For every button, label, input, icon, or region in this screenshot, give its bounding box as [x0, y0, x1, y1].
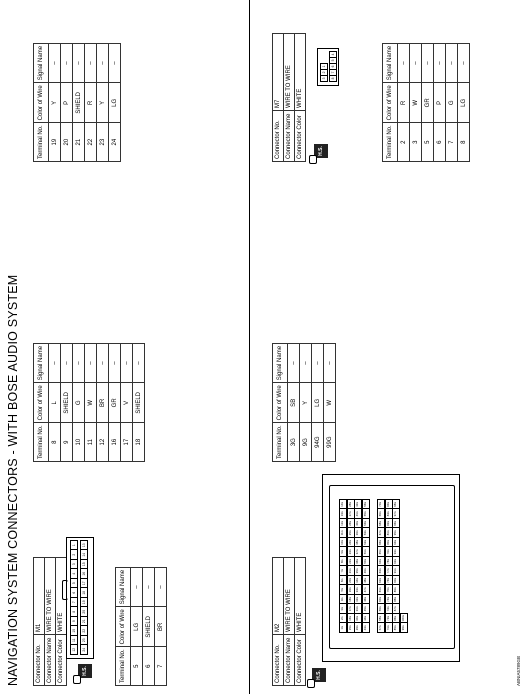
- pin-label: 20: [80, 607, 88, 618]
- label: Connector No.: [273, 111, 284, 162]
- header-signal: Signal Name: [34, 343, 49, 382]
- cell: –: [109, 343, 121, 382]
- header-wire: Color of Wire: [116, 607, 131, 647]
- pin-label: 25G: [347, 528, 355, 539]
- cell: SHIELD: [73, 83, 85, 123]
- cell: 16: [109, 423, 121, 462]
- pin-label: 8: [329, 75, 337, 82]
- cell: 2: [398, 123, 410, 162]
- pin-label: 13: [80, 540, 88, 551]
- label: Connector No.: [34, 635, 45, 686]
- pin-label: 76G: [385, 575, 393, 586]
- cell: –: [398, 43, 410, 82]
- cell: –: [49, 43, 61, 82]
- pin-label: 14G: [339, 499, 347, 510]
- cell: –: [434, 43, 446, 82]
- label: Connector Color: [56, 635, 67, 686]
- cell: –: [73, 343, 85, 382]
- m1-info-table: [33, 557, 67, 686]
- header-terminal: Terminal No.: [34, 423, 49, 462]
- cell: GR: [109, 383, 121, 423]
- cell: 3: [410, 123, 422, 162]
- cell: –: [121, 343, 133, 382]
- pin-label: 1: [320, 63, 328, 70]
- cell: –: [155, 567, 167, 606]
- cell: –: [422, 43, 434, 82]
- pin-label: 36G: [354, 556, 362, 567]
- cell: W: [410, 83, 422, 123]
- pin-label: 53G: [362, 528, 370, 539]
- pin-label: 30G: [354, 613, 362, 624]
- m1-connector-diagram: [66, 537, 94, 659]
- pin-label: 39G: [354, 528, 362, 539]
- cell: 94G: [312, 423, 324, 462]
- header-wire: Color of Wire: [273, 383, 288, 423]
- cell: Y: [49, 83, 61, 123]
- pin-label: 9G: [339, 547, 347, 558]
- cell: LG: [109, 83, 121, 123]
- pin-label: 7G: [339, 566, 347, 577]
- m1-terminal-table-c: [33, 43, 121, 162]
- pin-label: 2G: [339, 613, 347, 624]
- pin-label: 67G: [377, 528, 385, 539]
- pin-label: 2: [70, 550, 78, 561]
- header-signal: Signal Name: [116, 567, 131, 606]
- pin-label: 23: [80, 635, 88, 646]
- pin-label: 65G: [377, 547, 385, 558]
- cell: 7: [446, 123, 458, 162]
- cell: 9G: [300, 423, 312, 462]
- pin-label: 34G: [354, 575, 362, 586]
- header-terminal: Terminal No.: [273, 423, 288, 462]
- pin-label: 13G: [339, 509, 347, 520]
- value: WHITE: [56, 558, 67, 635]
- pin-label: 59G: [377, 604, 385, 615]
- pin-label: 1G: [339, 623, 347, 634]
- pin-label: 81G: [385, 528, 393, 539]
- pin-label: 12: [70, 645, 78, 656]
- cell: SHIELD: [143, 607, 155, 647]
- m2-terminal-table: [272, 343, 336, 462]
- cell: G: [446, 83, 458, 123]
- cell: –: [61, 43, 73, 82]
- cell: 21: [73, 123, 85, 162]
- cell: –: [97, 43, 109, 82]
- cell: 99G: [324, 423, 336, 462]
- cell: R: [398, 83, 410, 123]
- pin-label: 11: [70, 635, 78, 646]
- pin-label: 57G: [377, 623, 385, 634]
- cell: 22: [85, 123, 97, 162]
- cell: –: [133, 343, 145, 382]
- header-signal: Signal Name: [34, 43, 49, 82]
- pin-label: 5G: [339, 585, 347, 596]
- cell: –: [288, 343, 300, 382]
- section-divider: [249, 0, 250, 694]
- pin-label: 4G: [339, 594, 347, 605]
- pin-label: 66G: [377, 537, 385, 548]
- pin-label: 60G: [377, 594, 385, 605]
- page-title: NAVIGATION SYSTEM CONNECTORS - WITH BOSE AUDIO SYSTEM: [6, 274, 20, 686]
- pin-label: 33G: [354, 585, 362, 596]
- cell: LG: [312, 383, 324, 423]
- label: Connector Name: [284, 635, 295, 686]
- cell: G: [73, 383, 85, 423]
- value: WIRE TO WIRE: [45, 558, 56, 635]
- cell: 8: [49, 423, 61, 462]
- pin-label: 35G: [354, 566, 362, 577]
- pin-label: 79G: [385, 547, 393, 558]
- header-signal: Signal Name: [273, 343, 288, 382]
- cell: 23: [97, 123, 109, 162]
- pin-label: 46G: [362, 594, 370, 605]
- cell: W: [85, 383, 97, 423]
- pin-label: 64G: [377, 556, 385, 567]
- pin-label: 6: [329, 63, 337, 70]
- harness-side-icon: H.S.: [312, 668, 326, 682]
- pin-label: 63G: [377, 566, 385, 577]
- pin-label: 43G: [362, 623, 370, 634]
- pin-label: 10G: [339, 537, 347, 548]
- pin-label: 1: [70, 540, 78, 551]
- pin-label: 97G: [392, 509, 400, 520]
- header-terminal: Terminal No.: [116, 647, 131, 686]
- pin-label: 20G: [347, 575, 355, 586]
- cell: –: [73, 43, 85, 82]
- pin-label: 72G: [385, 613, 393, 624]
- pin-label: 17: [80, 578, 88, 589]
- header-terminal: Terminal No.: [34, 123, 49, 162]
- pin-label: 93G: [392, 547, 400, 558]
- cell: 17: [121, 423, 133, 462]
- m7-connector-diagram: [317, 48, 339, 86]
- pin-label: 91G: [392, 566, 400, 577]
- pin-label: 70G: [377, 499, 385, 510]
- pin-label: 94G: [392, 537, 400, 548]
- pin-label: 38G: [354, 537, 362, 548]
- cell: –: [85, 43, 97, 82]
- pin-label: 8G: [339, 556, 347, 567]
- cell: Y: [300, 383, 312, 423]
- label: Connector Name: [284, 111, 295, 162]
- pin-label: 16: [80, 569, 88, 580]
- pin-label: 15: [80, 559, 88, 570]
- cell: –: [410, 43, 422, 82]
- pin-label: 5: [329, 57, 337, 64]
- pin-label: 68G: [377, 518, 385, 529]
- cell: –: [300, 343, 312, 382]
- pin-label: 27G: [347, 509, 355, 520]
- pin-label: 92G: [392, 556, 400, 567]
- value: M7: [273, 34, 284, 111]
- value: WIRE TO WIRE: [284, 558, 295, 635]
- cell: W: [324, 383, 336, 423]
- pin-label: 84G: [385, 499, 393, 510]
- pin-label: 83G: [385, 509, 393, 520]
- pin-label: 85G: [392, 623, 400, 634]
- header-terminal: Terminal No.: [383, 123, 398, 162]
- pin-label: 62G: [377, 575, 385, 586]
- header-wire: Color of Wire: [34, 83, 49, 123]
- label: Connector Color: [295, 111, 306, 162]
- pin-label: 18G: [347, 594, 355, 605]
- pin-label: 99G: [400, 623, 408, 634]
- pin-label: 86G: [392, 613, 400, 624]
- cell: BR: [155, 607, 167, 647]
- pin-label: 28G: [347, 499, 355, 510]
- cell: –: [446, 43, 458, 82]
- cell: –: [109, 43, 121, 82]
- pin-label: 16G: [347, 613, 355, 624]
- connector-latch: [62, 580, 68, 600]
- cell: BR: [97, 383, 109, 423]
- pin-label: 44G: [362, 613, 370, 624]
- cell: GR: [422, 83, 434, 123]
- pin-label: 6: [70, 588, 78, 599]
- cell: 6: [143, 647, 155, 686]
- pin-label: 10: [70, 626, 78, 637]
- pin-label: 17G: [347, 604, 355, 615]
- pin-label: 42G: [354, 499, 362, 510]
- pin-label: 41G: [354, 509, 362, 520]
- pin-label: 95G: [392, 528, 400, 539]
- pin-label: 40G: [354, 518, 362, 529]
- pin-label: 82G: [385, 518, 393, 529]
- pin-label: 11G: [339, 528, 347, 539]
- pin-label: 71G: [385, 623, 393, 634]
- label: Connector Color: [295, 635, 306, 686]
- pin-label: 7: [70, 597, 78, 608]
- header-wire: Color of Wire: [383, 83, 398, 123]
- cell: R: [85, 83, 97, 123]
- m2-info-table: [272, 557, 306, 686]
- pin-label: 3G: [339, 604, 347, 615]
- cell: 12: [97, 423, 109, 462]
- pin-label: 21G: [347, 566, 355, 577]
- value: WHITE: [295, 558, 306, 635]
- label: Connector No.: [273, 635, 284, 686]
- harness-side-icon: H.S.: [314, 144, 328, 158]
- pin-label: 45G: [362, 604, 370, 615]
- pin-label: 78G: [385, 556, 393, 567]
- cell: 5: [422, 123, 434, 162]
- pin-label: 52G: [362, 537, 370, 548]
- cell: 9: [61, 423, 73, 462]
- value: WIRE TO WIRE: [284, 34, 295, 111]
- pin-label: 87G: [392, 604, 400, 615]
- pin-label: 51G: [362, 547, 370, 558]
- pin-label: 96G: [392, 518, 400, 529]
- pin-label: 24G: [347, 537, 355, 548]
- pin-label: 56G: [362, 499, 370, 510]
- pin-label: 69G: [377, 509, 385, 520]
- pin-label: 61G: [377, 585, 385, 596]
- m7-terminal-table: [382, 43, 470, 162]
- m2-connector-diagram: [322, 474, 460, 662]
- m1-terminal-table-a: [115, 567, 167, 686]
- cell: –: [61, 343, 73, 382]
- value: M2: [273, 558, 284, 635]
- pin-label: 19: [80, 597, 88, 608]
- pin-label: 22G: [347, 556, 355, 567]
- cell: 20: [61, 123, 73, 162]
- m7-info-table: [272, 33, 306, 162]
- pin-label: 9: [70, 616, 78, 627]
- cell: SHIELD: [61, 383, 73, 423]
- cell: Y: [97, 83, 109, 123]
- pin-label: 24: [80, 645, 88, 656]
- pin-label: 15G: [347, 623, 355, 634]
- pin-label: 98G: [392, 499, 400, 510]
- cell: P: [434, 83, 446, 123]
- cell: 24: [109, 123, 121, 162]
- cell: –: [458, 43, 470, 82]
- pin-label: 49G: [362, 566, 370, 577]
- pin-label: 75G: [385, 585, 393, 596]
- cell: V: [121, 383, 133, 423]
- pin-label: 6G: [339, 575, 347, 586]
- figure-reference-code: ABNIA5789GB: [516, 655, 521, 686]
- cell: –: [97, 343, 109, 382]
- m1-terminal-table-b: [33, 343, 145, 462]
- pin-label: 18: [80, 588, 88, 599]
- cell: –: [131, 567, 143, 606]
- pin-label: 88G: [392, 594, 400, 605]
- pin-label: 37G: [354, 547, 362, 558]
- pin-label: 14: [80, 550, 88, 561]
- pin-label: 77G: [385, 566, 393, 577]
- pin-label: 90G: [392, 575, 400, 586]
- pin-label: 3: [320, 75, 328, 82]
- pin-label: 3: [70, 559, 78, 570]
- cell: 10: [73, 423, 85, 462]
- pin-label: 80G: [385, 537, 393, 548]
- value: M1: [34, 558, 45, 635]
- pin-label: 22: [80, 626, 88, 637]
- cell: LG: [131, 607, 143, 647]
- pin-label: 4: [70, 569, 78, 580]
- pin-label: 26G: [347, 518, 355, 529]
- pin-label: 19G: [347, 585, 355, 596]
- cell: 8: [458, 123, 470, 162]
- pin-label: 23G: [347, 547, 355, 558]
- pin-label: 47G: [362, 585, 370, 596]
- cell: 18: [133, 423, 145, 462]
- pin-label: 4: [329, 51, 337, 58]
- pin-label: 55G: [362, 509, 370, 520]
- header-wire: Color of Wire: [34, 383, 49, 423]
- cell: 3G: [288, 423, 300, 462]
- cell: 6: [434, 123, 446, 162]
- cell: 5: [131, 647, 143, 686]
- cell: 19: [49, 123, 61, 162]
- cell: –: [312, 343, 324, 382]
- harness-side-icon: H.S.: [78, 664, 92, 678]
- pin-label: 54G: [362, 518, 370, 529]
- pin-label: 21: [80, 616, 88, 627]
- header-signal: Signal Name: [383, 43, 398, 82]
- pin-label: 50G: [362, 556, 370, 567]
- pin-label: 32G: [354, 594, 362, 605]
- cell: –: [49, 343, 61, 382]
- pin-label: 48G: [362, 575, 370, 586]
- cell: P: [61, 83, 73, 123]
- pin-label: 7: [329, 69, 337, 76]
- cell: SB: [288, 383, 300, 423]
- cell: 11: [85, 423, 97, 462]
- pin-label: 100G: [400, 613, 408, 624]
- cell: L: [49, 383, 61, 423]
- label: Connector Name: [45, 635, 56, 686]
- cell: SHIELD: [133, 383, 145, 423]
- pin-label: 74G: [385, 594, 393, 605]
- cell: –: [324, 343, 336, 382]
- pin-label: 8: [70, 607, 78, 618]
- cell: –: [85, 343, 97, 382]
- cell: LG: [458, 83, 470, 123]
- cell: 7: [155, 647, 167, 686]
- pin-label: 2: [320, 69, 328, 76]
- cell: –: [143, 567, 155, 606]
- pin-label: 58G: [377, 613, 385, 624]
- pin-label: 89G: [392, 585, 400, 596]
- pin-label: 31G: [354, 604, 362, 615]
- pin-label: 29G: [354, 623, 362, 634]
- pin-label: 73G: [385, 604, 393, 615]
- pin-label: 12G: [339, 518, 347, 529]
- value: WHITE: [295, 34, 306, 111]
- pin-label: 5: [70, 578, 78, 589]
